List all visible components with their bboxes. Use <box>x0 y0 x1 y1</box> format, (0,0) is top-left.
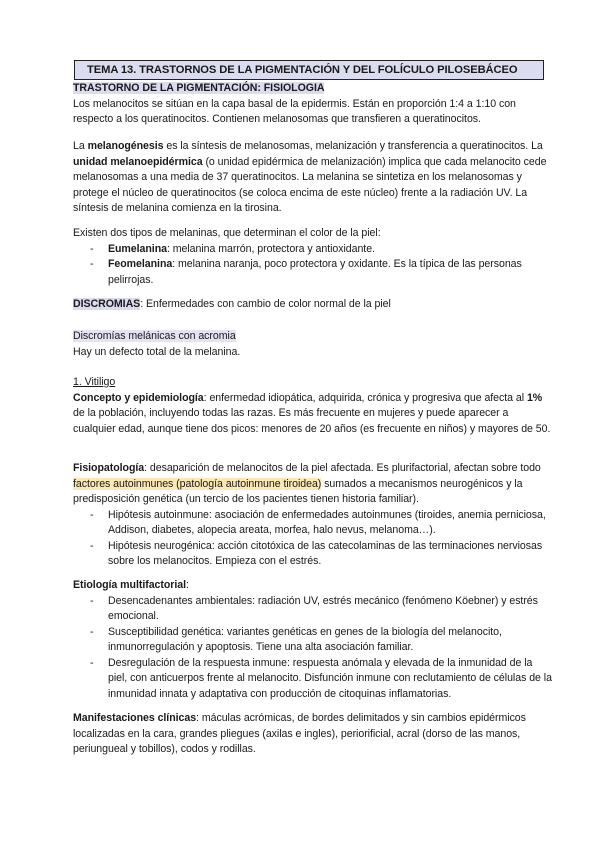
list-item: - Hipótesis neurogénica: acción citotóxica de las catecolaminas de las terminaciones nerviosas sobre los melanocitos. Empieza con el estrés. <box>73 539 553 570</box>
etiology-list <box>73 594 553 703</box>
term-melanogenesis: melanogénesis <box>87 140 164 152</box>
term: 1% <box>526 391 543 404</box>
subheading-vitiligo: 1. Vitiligo <box>73 376 116 388</box>
subheading: Discromías melánicas con acromia <box>73 330 236 342</box>
text: : melanina marrón, protectora y antioxidante. <box>166 242 375 255</box>
melanin-list <box>73 242 553 289</box>
list-item <box>73 257 553 288</box>
highlight: factores autoinmunes (patología autoinmune tiroidea) <box>73 477 322 490</box>
list-item <box>73 242 553 258</box>
text: Existen dos tipos de melaninas, que determinan el color de la piel: <box>73 227 381 239</box>
text: : desaparición de melanocitos de la piel afectada. Es plurifactorial, afectan sobre todo <box>144 462 541 474</box>
term: Eumelanina <box>108 242 167 255</box>
section-heading: TRASTORNO DE LA PIGMENTACIÓN: FISIOLOGIA <box>73 82 325 94</box>
term: Fisiopatología <box>73 462 145 474</box>
text: La <box>73 140 88 152</box>
term: Manifestaciones clínicas <box>73 712 197 724</box>
list-item: - Hipótesis autoinmune: asociación de enfermedades autoinmunes (tiroides, anemia perniciosa, Addison, diabetes, alopecia areata, morfea, halo nevus, melanoma…). <box>73 508 553 539</box>
list-item: - Susceptibilidad genética: variantes genéticas en genes de la biología del melanocito, inmunorregulación y apoptosis. Tiene una alta asociación familiar. <box>73 625 553 656</box>
list-item: - Desencadenantes ambientales: radiación UV, estrés mecánico (fenómeno Köebner) y estrés emocional. <box>73 594 553 625</box>
term: Etiología multifactorial <box>73 579 186 591</box>
paragraph-discromias <box>73 297 553 313</box>
paragraph-fisiopatologia <box>73 461 553 570</box>
paragraph-melanogenesis <box>73 139 553 217</box>
text: Hay un defecto total de la melanina. <box>73 345 241 358</box>
term-unidad-melanoepidermica: unidad melanoepidérmica <box>73 155 203 168</box>
text: de la población, incluyendo todas las razas. Es más frecuente en mujeres y puede aparecer a cualquier edad, aunque tiene dos picos: menores de 20 años (es frecuente en niños) y mayores de 50. <box>73 407 551 435</box>
paragraph-melaninas <box>73 226 553 288</box>
text: : <box>186 579 189 591</box>
text: sumados a mecanismos neurogénicos y la predisposición genética (un tercio de los pacientes tienen historia familiar). <box>73 477 523 505</box>
paragraph-melanocitos: Los melanocitos se sitúan en la capa basal de la epidermis. Están en proporción 1:4 a 1:10 con respecto a los queratinocitos. Contienen melanosomas que transfieren a queratinocitos. <box>73 97 516 125</box>
list-item: - Desregulación de la respuesta inmune: respuesta anómala y elevada de la inmunidad de la piel, con anticuerpos frente al melanocito. Disfunción inmune con reclutamiento de células de la inmunidad innata y adaptativa con producción de citoquinas inflamatorias. <box>73 656 553 703</box>
text: : Enfermedades con cambio de color normal de la piel <box>140 298 391 310</box>
page-title: TEMA 13. TRASTORNOS DE LA PIGMENTACIÓN Y DEL FOLÍCULO PILOSEBÁCEO <box>74 60 544 80</box>
hypothesis-list <box>73 508 553 570</box>
text: (o unidad epidérmica de melanización) implica que cada melanocito cede melanosomas a una media de 37 queratinocitos. La melanina se sintetiza en los melanosomas y protege el núcleo de queratinocitos (se coloca encima de este núcleo) frente a la radiación UV. La síntesis de melanina comienza en la tirosina. <box>73 155 547 214</box>
text: : enfermedad idiopática, adquirida, crónica y progresiva que afecta al <box>203 391 527 404</box>
text: es la síntesis de melanosomas, melanización y transferencia a queratinocitos. La <box>163 140 543 152</box>
paragraph-manifestaciones <box>73 711 553 758</box>
term: Feomelanina <box>108 258 173 270</box>
paragraph-acromia <box>73 329 553 360</box>
paragraph-etiologia <box>73 578 553 702</box>
section-vitiligo <box>73 375 553 437</box>
term: Concepto y epidemiología <box>73 391 204 404</box>
term-discromias: DISCROMIAS <box>73 298 141 310</box>
section-fisiologia <box>73 81 553 128</box>
text: : melanina naranja, poco protectora y oxidante. Es la típica de las personas pelirrojas. <box>108 258 522 286</box>
text: : máculas acrómicas, de bordes delimitados y sin cambios epidérmicos localizadas en la cara, grandes pliegues (axilas e ingles), periorificial, acral (dorso de las manos, periungueal y tobillos), codos y rodillas. <box>73 712 526 755</box>
